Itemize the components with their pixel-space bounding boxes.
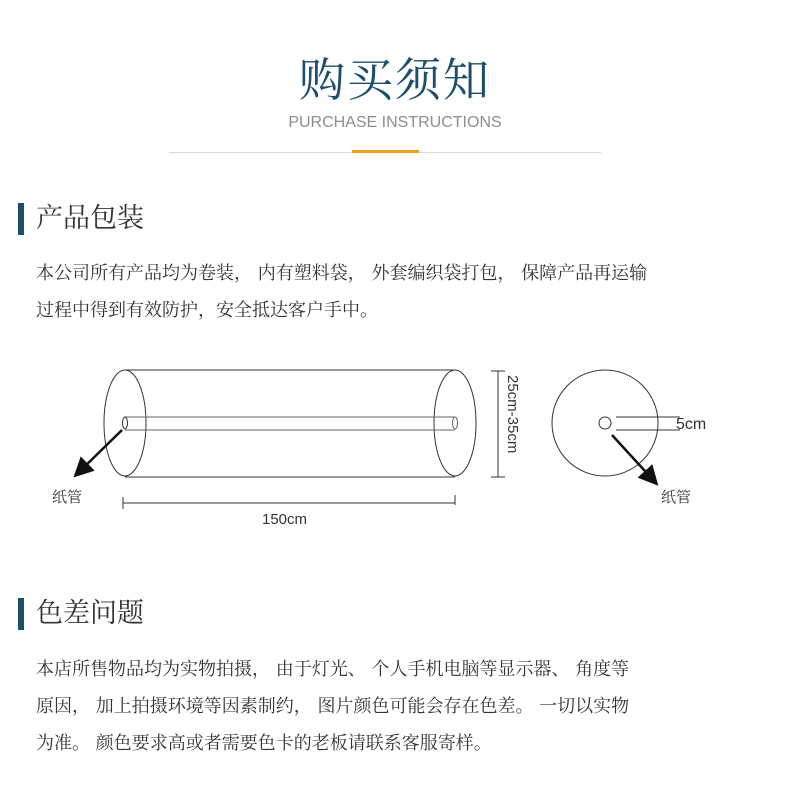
section-text-line: 本公司所有产品均为卷装， 内有塑料袋， 外套编织袋打包， 保障产品再运输: [36, 263, 648, 284]
length-label: 150cm: [262, 511, 308, 528]
section-marker: [18, 598, 24, 630]
page-title-en: PURCHASE INSTRUCTIONS: [288, 114, 502, 131]
tube-label: 纸管: [661, 489, 692, 506]
section-text-line: 为准。 颜色要求高或者需要色卡的老板请联系客服寄样。: [36, 733, 492, 754]
roll-diagram: [0, 355, 790, 539]
section-text-line: 过程中得到有效防护，安全抵达客户手中。: [36, 300, 378, 321]
section-text-line: 原因， 加上拍摄环境等因素制约， 图片颜色可能会存在色差。 一切以实物: [36, 696, 630, 717]
section-title: 色差问题: [36, 598, 144, 629]
tube-label: 纸管: [52, 489, 83, 506]
diameter-label: 25cm-35cm: [504, 375, 521, 454]
section-title: 产品包装: [36, 203, 144, 234]
roll-end-view: [552, 370, 706, 506]
section-marker: [18, 203, 24, 235]
header-divider-accent: [352, 150, 419, 153]
arrow-icon: [612, 435, 655, 482]
core-size-label: 5cm: [676, 416, 707, 433]
page-title-cn: 购买须知: [299, 53, 491, 107]
roll-side-view: [52, 370, 521, 528]
arrow-icon: [77, 430, 122, 474]
section-text-line: 本店所售物品均为实物拍摄， 由于灯光、 个人手机电脑等显示器、 角度等: [36, 659, 630, 680]
